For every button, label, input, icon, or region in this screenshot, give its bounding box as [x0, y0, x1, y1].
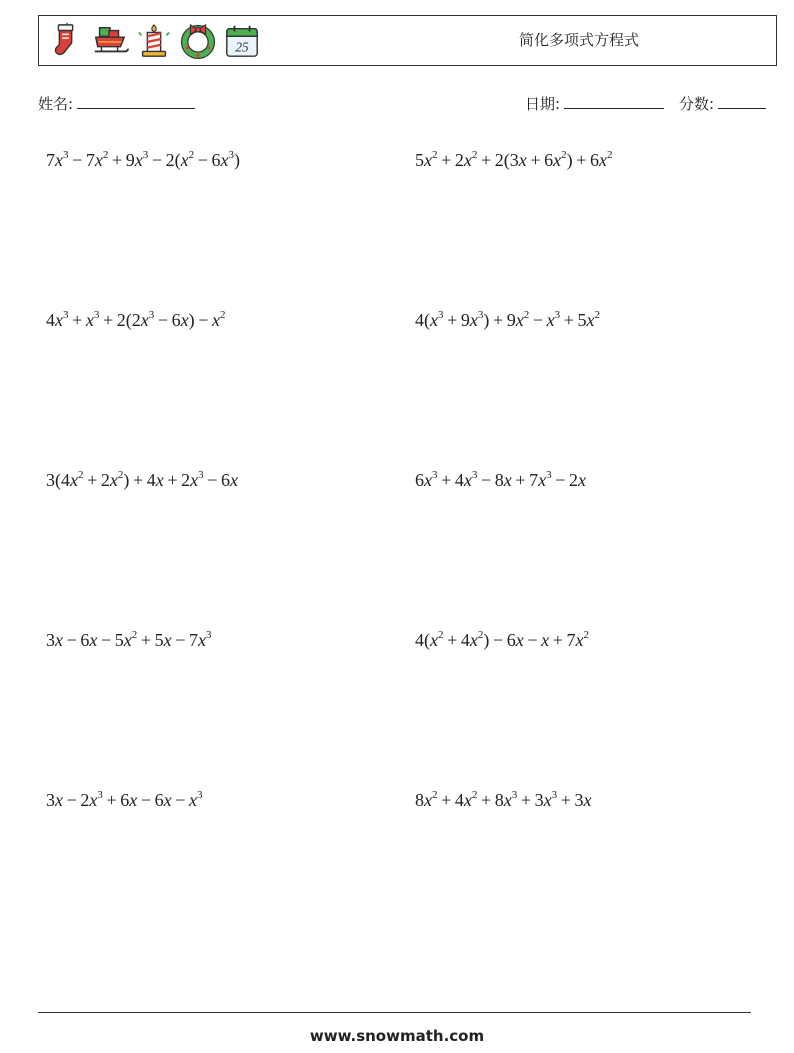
problem-10 — [415, 790, 592, 811]
problem-expression: $3x - 6x - 5x^2 + 5x - 7x^3$ — [46, 629, 212, 650]
date-field — [525, 93, 664, 114]
footer-url: www.snowmath.com — [309, 1027, 485, 1045]
wreath-icon — [179, 22, 217, 60]
name-field — [38, 93, 195, 114]
problem-4 — [415, 310, 600, 331]
problem-5 — [46, 470, 238, 491]
problem-expression: $4(x^2 + 4x^2) - 6x - x + 7x^2$ — [415, 629, 589, 650]
score-blank[interactable] — [718, 94, 766, 109]
problem-9 — [46, 790, 203, 811]
calendar-day: 25 — [235, 39, 249, 55]
problem-6 — [415, 470, 586, 491]
worksheet-header — [38, 15, 777, 66]
problem-1 — [46, 150, 240, 171]
problem-expression: $7x^3 - 7x^2 + 9x^3 - 2(x^2 - 6x^3)$ — [46, 149, 240, 170]
score-field — [679, 93, 766, 114]
problem-3 — [46, 310, 226, 331]
footer-divider — [38, 1012, 751, 1013]
date-label: 日期: — [525, 95, 561, 113]
problem-7 — [46, 630, 212, 651]
problem-expression: $8x^2 + 4x^2 + 8x^3 + 3x^3 + 3x$ — [415, 789, 592, 810]
problem-expression: $3(4x^2 + 2x^2) + 4x + 2x^3 - 6x$ — [46, 469, 238, 490]
problem-expression: $4(x^3 + 9x^3) + 9x^2 - x^3 + 5x^2$ — [415, 309, 600, 330]
name-label: 姓名: — [38, 95, 74, 113]
problem-expression: $4x^3 + x^3 + 2(2x^3 - 6x) - x^2$ — [46, 309, 226, 330]
calendar-icon — [223, 22, 261, 60]
problem-expression: $3x - 2x^3 + 6x - 6x - x^3$ — [46, 789, 203, 810]
problem-expression: $5x^2 + 2x^2 + 2(3x + 6x^2) + 6x^2$ — [415, 149, 613, 170]
problem-8 — [415, 630, 589, 651]
problem-expression: $6x^3 + 4x^3 - 8x + 7x^3 - 2x$ — [415, 469, 586, 490]
stocking-icon — [47, 22, 85, 60]
name-blank[interactable] — [77, 94, 195, 109]
sleigh-icon — [91, 22, 129, 60]
problem-2 — [415, 150, 613, 171]
holiday-icons — [47, 22, 261, 60]
candle-icon — [135, 22, 173, 60]
worksheet-title: 简化多项式方程式 — [519, 31, 640, 49]
date-blank[interactable] — [564, 94, 664, 109]
score-label: 分数: — [679, 95, 715, 113]
